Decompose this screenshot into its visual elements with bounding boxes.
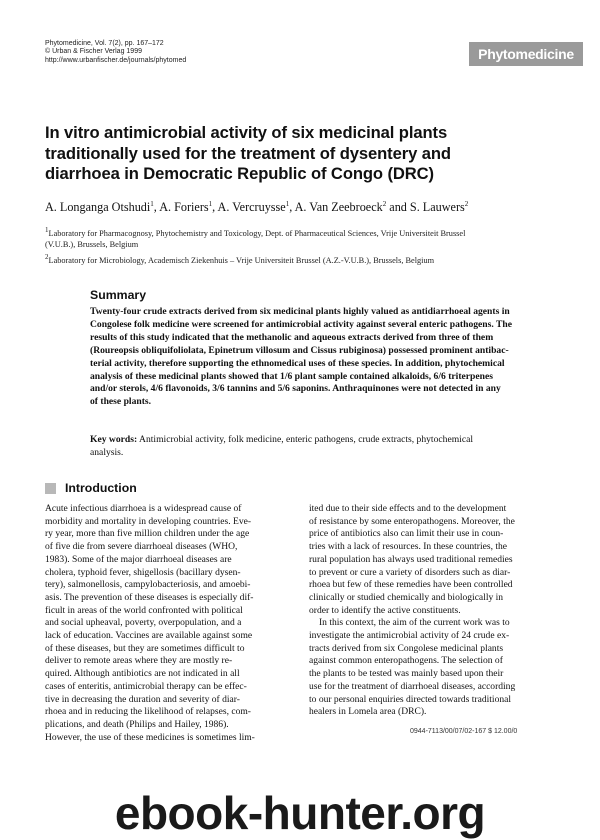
body-text-line: 1983). Some of the major diarrhoeal diseases are [45,553,232,565]
journal-metadata [45,40,186,65]
body-text-line: In this context, the aim of the current work was to [319,617,510,629]
introduction-right-column [309,503,569,719]
author-name: , A. Foriers [153,200,209,215]
article-title [45,123,565,185]
body-text-line: healers in Lomela area (DRC). [309,706,427,718]
summary-line: and/or sterols, 4/6 flavonoids, 3/6 tannins and 5/6 saponins. Anthraquinones were not detected in any [90,383,501,395]
body-text-line: price of antibiotics also can limit their use in coun- [309,528,504,540]
body-text-line: to our personal enquiries directed towards traditional [309,693,512,705]
summary-line: Twenty-four crude extracts derived from six medicinal plants highly valued as antidiarrhoeal agents in [90,306,510,317]
body-text-line: of five die from severe diarrhoeal diseases (WHO, [45,541,238,553]
publisher-copyright: © Urban & Fischer Verlag 1999 [45,48,142,56]
body-text-line: ited due to their side effects and to the development [309,503,507,514]
author-name: , A. Vercruysse [212,200,286,215]
summary-line: terial activity, therefore supporting the ethnomedical uses of these species. In addition, phytochemical [90,357,505,369]
body-text-line: clinically or studied chemically and biologically in [309,591,504,603]
body-text-line: ry year, more than five million children under the age [45,528,250,540]
body-text-line: lack of education. Vaccines are available against some [45,630,253,642]
affiliation-2 [45,252,585,266]
body-text-line: and social upheaval, poverty, overpopulation, and a [45,617,242,629]
body-text-line: quired. Although antibiotics are not indicated in all [45,668,240,680]
body-text-line: tries with a lack of resources. In these countries, the [309,541,508,553]
body-text-line: against common enteropathogens. The selection of [309,655,503,667]
affiliation-marker: 2 [382,200,387,208]
body-text-line: tracts derived from six Congolese medicinal plants [309,642,504,654]
keywords-list: Antimicrobial activity, folk medicine, enteric pathogens, crude extracts, phytochemical [137,434,474,445]
introduction-heading: Introduction [65,481,137,495]
body-text-line: ficult in areas of the world confronted with political [45,604,243,616]
journal-brand-logo: Phytomedicine [469,42,583,66]
body-text-line: rhoea but few of these remedies have been controlled [309,579,513,591]
title-line: traditionally used for the treatment of dysentery and [45,143,451,163]
body-text-line: order to identify the active constituents. [309,604,461,616]
watermark-logo: ebook-hunter.org [114,787,486,839]
body-text-line: deliver to remote areas where they are mostly re- [45,655,233,667]
body-text-line: use for the treatment of diarrhoeal diseases, according [309,680,516,692]
keywords-label: Key words: [90,434,138,445]
body-text-line: plications, and death (Philips and Hailey, 1986). [45,718,229,730]
affiliation-text: (V.U.B.), Brussels, Belgium [45,240,139,250]
affiliation-marker: 1 [285,200,290,208]
author-name: , A. Van Zeebroeck [289,200,383,215]
body-text-line: of these diseases, but they are sometimes difficult to [45,642,245,654]
body-text-line: rhoea and in reducing the likelihood of relapses, com- [45,706,251,718]
affiliation-number: 2 [45,253,49,261]
author-list [45,200,585,215]
body-text-line: Acute infectious diarrhoea is a widespread cause of [45,503,242,514]
summary-line: of these plants. [90,396,152,408]
summary-line: Congolese folk medicine were screened for antimicrobial activity against several enteric pathogens. The [90,318,512,330]
affiliation-marker: 1 [208,200,213,208]
body-text-line: asis. The prevention of these diseases is especially dif- [45,591,254,603]
author-name: A. Longanga Otshudi [45,200,151,215]
affiliation-marker: 1 [150,200,154,208]
body-text-line: the plants to be tested was mainly based upon their [309,668,504,680]
keywords-list: analysis. [90,446,124,458]
affiliation-text: Laboratory for Pharmacognosy, Phytochemistry and Toxicology, Dept. of Pharmaceutical Sciences, Vrije Universiteit Brussel [48,228,466,238]
body-text-line: However, the use of these medicines is sometimes lim- [45,731,255,743]
introduction-left-column [45,503,297,744]
body-text-line: to prevent or cure a variety of disorders such as diar- [309,566,511,578]
section-marker-square [45,483,56,494]
body-text-line: morbidity and mortality in developing countries. Eve- [45,515,252,527]
affiliation-text: Laboratory for Microbiology, Academisch Ziekenhuis – Vrije Universiteit Brussel (A.Z.-V.U.B.), Brussels, Belgium [48,255,435,265]
affiliation-number: 1 [45,226,49,234]
summary-line: analysis of these medicinal plants showed that 1/6 plant sample contained alkaloids, 6/6 triterpenes [90,370,493,382]
journal-url: http://www.urbanfischer.de/journals/phytomed [45,56,187,64]
summary-abstract [90,306,580,409]
keywords [90,434,580,460]
summary-line: (Roureopsis obliquifoliolata, Epinetrum villosum and Cissus rubiginosa) possessed prominent antibac- [90,344,509,356]
affiliation-1 [45,225,585,251]
title-line: In vitro antimicrobial activity of six medicinal plants [45,123,448,142]
body-text-line: cholera, typhoid fever, shigellosis (bacillary dysen- [45,566,241,578]
summary-line: results of this study indicated that the methanolic and aqueous extracts derived from three of them [90,331,494,343]
issn-price-code: 0944-7113/00/07/02-167 $ 12.00/0 [410,728,518,735]
body-text-line: cases of enteritis, antimicrobial therapy can be effec- [45,680,247,692]
body-text-line: of resistance by some enteropathogens. Moreover, the [309,515,515,527]
body-text-line: investigate the antimicrobial activity of 24 crude ex- [309,630,510,642]
body-text-line: tive in decreasing the duration and severity of diar- [45,693,240,705]
title-line: diarrhoea in Democratic Republic of Congo (DRC) [45,164,434,183]
summary-heading: Summary [90,288,147,302]
body-text-line: tery), salmonellosis, campylobacteriosis, and amoebi- [45,579,251,591]
affiliation-marker: 2 [464,200,469,208]
author-name: and S. Lauwers [386,200,465,215]
body-text-line: rural population has always used traditional remedies [309,553,513,565]
journal-citation: Phytomedicine, Vol. 7(2), pp. 167–172 [45,40,164,47]
